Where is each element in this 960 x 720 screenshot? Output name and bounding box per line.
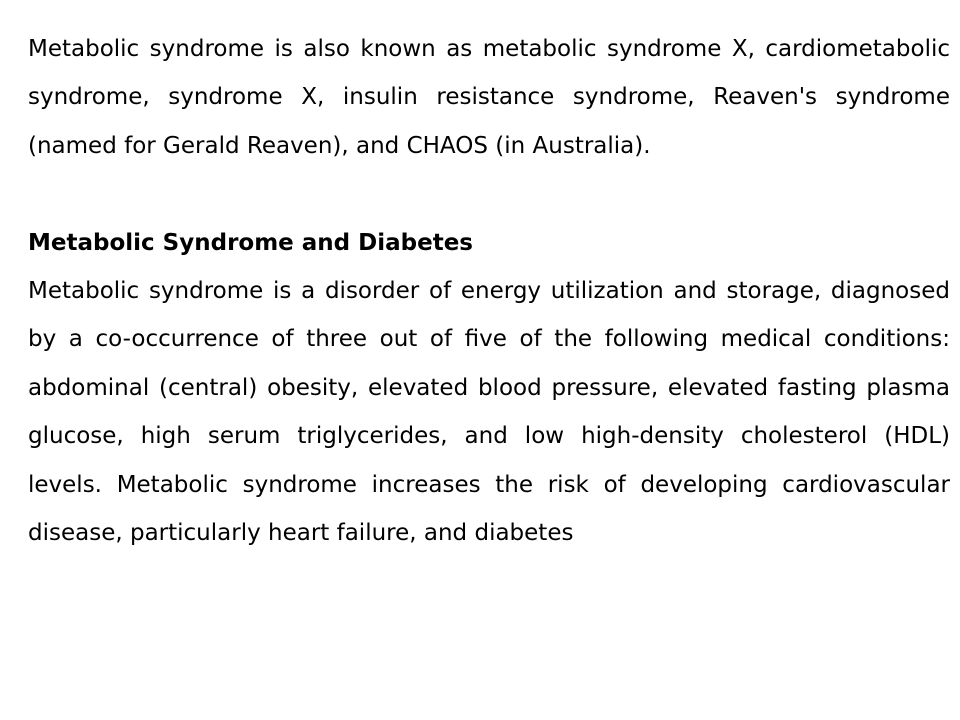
section-paragraph: Metabolic syndrome is a disorder of energy utilization and storage, diagnosed by a co-occurrence of three out of five of the following medical conditions: abdominal (central) obesity, elevated blood pressure, elevated fasting plasma glucose, high serum triglycerides, and low high-density cholesterol (HDL) levels. Metabolic syndrome increases the risk of developing cardiovascular disease, particularly heart failure, and diabetes <box>28 278 950 547</box>
document-page <box>28 25 950 557</box>
paragraph-spacer <box>28 170 950 218</box>
section-heading: Metabolic Syndrome and Diabetes <box>28 229 473 256</box>
intro-paragraph: Metabolic syndrome is also known as metabolic syndrome X, cardiometabolic syndrome, syndrome X, insulin resistance syndrome, Reaven's syndrome (named for Gerald Reaven), and CHAOS (in Australia). <box>28 36 950 159</box>
